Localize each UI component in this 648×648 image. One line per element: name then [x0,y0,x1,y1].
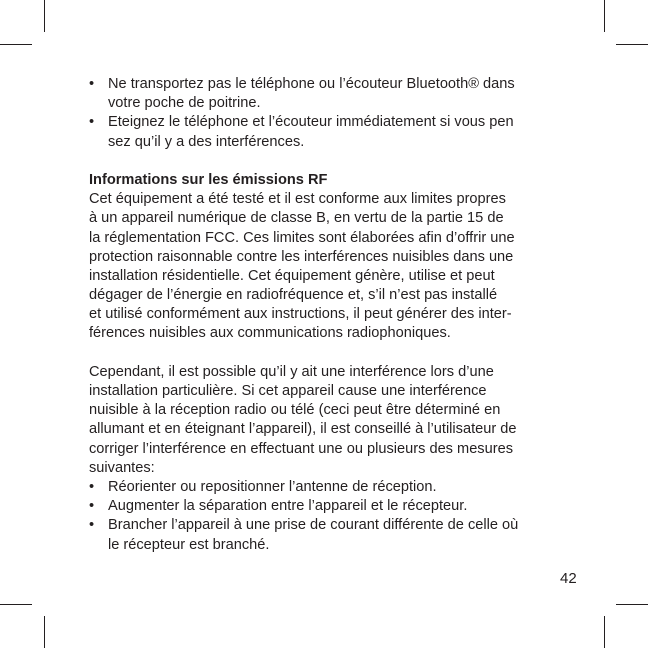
section-heading: Informations sur les émissions RF [89,171,328,188]
paragraph-2 [89,363,551,478]
text-line: la réglementation FCC. Ces limites sont élaborées afin d’offrir une [89,229,515,246]
bullet-item [89,75,551,113]
text-line: installation particulière. Si cet appareil cause une interférence [89,383,487,399]
text-line: Cependant, il est possible qu’il y ait une interférence lors d’une [89,363,494,380]
bullet-line: Ne transportez pas le téléphone ou l’écouteur Bluetooth® dans [108,76,515,92]
bullet-line: le récepteur est branché. [108,536,270,553]
text-line: installation résidentielle. Cet équipement génère, utilise et peut [89,267,495,284]
spacer [89,344,551,363]
text-line: à un appareil numérique de classe B, en vertu de la partie 15 de [89,210,504,227]
spacer [89,152,551,171]
page-number: 42 [560,570,577,587]
text-line: suivantes: [89,459,155,476]
text-line: protection raisonnable contre les interférences nuisibles dans une [89,248,514,265]
crop-mark-bottom-left-horizontal [0,604,32,605]
text-line: et utilisé conformément aux instructions, il peut générer des inter- [89,306,512,323]
bullet-line: Eteignez le téléphone et l’écouteur immédiatement si vous pen [108,114,514,131]
top-bullet-list [89,75,551,152]
bullet-dot: • [89,498,95,515]
crop-mark-top-left-horizontal [0,44,32,45]
text-line: Cet équipement a été testé et il est conforme aux limites propres [89,191,506,208]
bullet-dot: • [89,478,95,495]
bullet-dot: • [89,114,95,131]
crop-mark-bottom-right-vertical [604,616,605,648]
bullet-dot: • [89,517,95,534]
bullet-line: Augmenter la séparation entre l’appareil et le récepteur. [108,498,468,515]
bullet-item [89,113,551,151]
bullet-item [89,497,551,516]
bullet-item [89,516,551,554]
text-line: nuisible à la réception radio ou télé (ceci peut être déterminé en [89,402,501,419]
page-content [89,75,551,555]
bullet-line: votre poche de poitrine. [108,95,261,112]
bullet-line: sez qu’il y a des interférences. [108,133,305,150]
bullet-item [89,478,551,497]
text-line: dégager de l’énergie en radiofréquence et, s’il n’est pas installé [89,287,498,304]
text-line: férences nuisibles aux communications radiophoniques. [89,325,451,342]
crop-mark-top-left-vertical [44,0,45,32]
text-line: allumant et en éteignant l’appareil), il est conseillé à l’utilisateur de [89,421,517,438]
crop-mark-top-right-vertical [604,0,605,32]
paragraph-1 [89,190,551,344]
bullet-dot: • [89,76,95,92]
crop-mark-top-right-horizontal [616,44,648,45]
bullet-line: Réorienter ou repositionner l’antenne de réception. [108,478,437,495]
crop-mark-bottom-left-vertical [44,616,45,648]
bottom-bullet-list [89,478,551,555]
crop-mark-bottom-right-horizontal [616,604,648,605]
bullet-line: Brancher l’appareil à une prise de courant différente de celle où [108,517,519,534]
text-line: corriger l’interférence en effectuant une ou plusieurs des mesures [89,440,513,457]
